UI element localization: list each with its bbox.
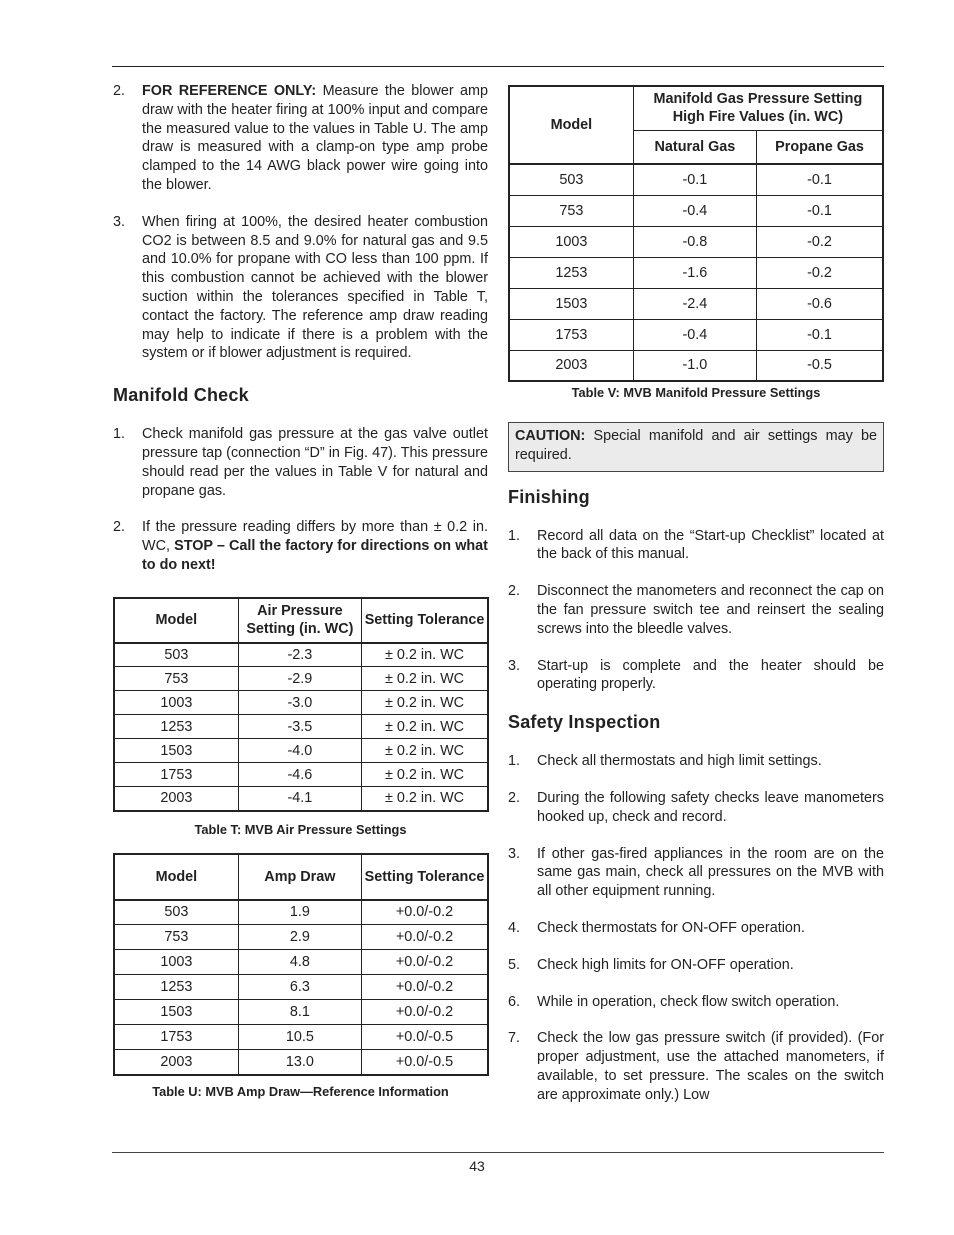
list-item xyxy=(113,518,488,574)
table-cell: -2.3 xyxy=(238,643,361,667)
table-v xyxy=(508,85,884,382)
table-cell: ± 0.2 in. WC xyxy=(362,643,488,667)
table-header-row xyxy=(114,854,488,900)
table-cell: -0.1 xyxy=(757,195,883,226)
list-item xyxy=(508,993,884,1012)
table-header-row xyxy=(114,598,488,643)
table-row xyxy=(114,691,488,715)
table-cell: 753 xyxy=(114,667,238,691)
item-text: If the pressure reading differs by more than ± 0.2 in. WC, xyxy=(142,519,488,555)
table-cell: 8.1 xyxy=(238,1000,361,1025)
table-cell: 1253 xyxy=(114,975,238,1000)
table-cell: -0.1 xyxy=(757,319,883,350)
table-cell: 1753 xyxy=(509,319,633,350)
table-row xyxy=(114,1050,488,1075)
list-item xyxy=(508,845,884,901)
table-row xyxy=(509,319,883,350)
table-row xyxy=(509,164,883,195)
table-row xyxy=(509,195,883,226)
safety-inspection-heading: Safety Inspection xyxy=(508,712,661,733)
table-cell: 2003 xyxy=(114,787,238,811)
column-header: Model xyxy=(114,598,238,643)
list-item xyxy=(508,527,884,565)
table-row xyxy=(509,226,883,257)
column-header: Setting Tolerance xyxy=(362,598,488,643)
item-text: Record all data on the “Start-up Checklist” located at the back of this manual. xyxy=(537,527,884,563)
list-item xyxy=(508,1029,884,1104)
item-text: Check the low gas pressure switch (if provided). (For proper adjustment, use the attached manometers, if available, to set pressure. The scales on the switch are approximate only.) Low xyxy=(537,1030,884,1103)
table-cell: 1753 xyxy=(114,763,238,787)
item-number: 3. xyxy=(508,845,521,862)
top-rule xyxy=(112,66,884,67)
table-cell: 1753 xyxy=(114,1025,238,1050)
table-cell: 753 xyxy=(114,925,238,950)
list-item xyxy=(508,657,884,695)
table-cell: 10.5 xyxy=(238,1025,361,1050)
manifold-check-heading: Manifold Check xyxy=(113,385,249,406)
table-t xyxy=(113,597,489,812)
caution-text: Special manifold and air settings may be required. xyxy=(515,428,877,463)
table-cell: -1.0 xyxy=(633,350,756,381)
table-cell: 1.9 xyxy=(238,900,361,925)
item-text: Start-up is complete and the heater should be operating properly. xyxy=(537,657,884,693)
table-cell: -0.6 xyxy=(757,288,883,319)
table-cell: ± 0.2 in. WC xyxy=(362,715,488,739)
table-row xyxy=(114,975,488,1000)
table-cell: -2.9 xyxy=(238,667,361,691)
column-header: Model xyxy=(509,86,633,164)
column-header: Model xyxy=(114,854,238,900)
table-cell: 2003 xyxy=(114,1050,238,1075)
column-header: Setting Tolerance xyxy=(362,854,489,900)
table-cell: 1003 xyxy=(114,950,238,975)
table-cell: -3.0 xyxy=(238,691,361,715)
list-item xyxy=(508,919,884,938)
table-cell: -2.4 xyxy=(633,288,756,319)
page-number: 43 xyxy=(469,1158,485,1174)
table-cell: ± 0.2 in. WC xyxy=(362,691,488,715)
item-text: During the following safety checks leave manometers hooked up, check and record. xyxy=(537,789,884,825)
table-row xyxy=(509,257,883,288)
table-cell: -0.1 xyxy=(757,164,883,195)
table-row xyxy=(509,350,883,381)
table-u xyxy=(113,853,489,1076)
table-t-caption: Table T: MVB Air Pressure Settings xyxy=(194,821,407,837)
column-header: Air Pressure Setting (in. WC) xyxy=(238,598,361,643)
item-number: 2. xyxy=(508,583,521,600)
table-cell: 1253 xyxy=(509,257,633,288)
column-header: Amp Draw xyxy=(238,854,361,900)
group-header: Manifold Gas Pressure Setting High Fire Values (in. WC) xyxy=(633,86,883,130)
bottom-rule xyxy=(112,1152,884,1153)
caution-label: CAUTION: xyxy=(515,428,586,444)
table-cell: 2003 xyxy=(509,350,633,381)
table-cell: +0.0/-0.2 xyxy=(362,1000,489,1025)
right-column xyxy=(508,85,884,1105)
item-text: Check thermostats for ON-OFF operation. xyxy=(537,919,805,936)
caution-box xyxy=(508,422,884,472)
list-item xyxy=(508,582,884,638)
table-cell: -4.1 xyxy=(238,787,361,811)
finishing-heading: Finishing xyxy=(508,486,590,507)
list-item xyxy=(508,752,884,771)
table-cell: 1503 xyxy=(114,1000,238,1025)
table-row xyxy=(114,950,488,975)
table-cell: +0.0/-0.5 xyxy=(362,1050,489,1075)
column-header: Natural Gas xyxy=(633,130,756,164)
table-cell: ± 0.2 in. WC xyxy=(362,667,488,691)
item-number: 6. xyxy=(508,993,521,1010)
item-number: 1. xyxy=(508,753,521,770)
table-cell: +0.0/-0.2 xyxy=(362,950,489,975)
table-cell: ± 0.2 in. WC xyxy=(362,763,488,787)
item-text: Check all thermostats and high limit settings. xyxy=(537,753,822,770)
table-cell: -1.6 xyxy=(633,257,756,288)
list-item xyxy=(508,956,884,975)
table-cell: -0.5 xyxy=(757,350,883,381)
table-cell: -0.2 xyxy=(757,257,883,288)
table-cell: -0.4 xyxy=(633,195,756,226)
table-cell: -0.8 xyxy=(633,226,756,257)
table-u-caption: Table U: MVB Amp Draw—Reference Information xyxy=(152,1083,449,1099)
item-emphasis: STOP – Call the factory for directions on what to do next! xyxy=(142,538,488,573)
table-cell: 753 xyxy=(509,195,633,226)
item-number: 2. xyxy=(113,83,126,99)
table-row xyxy=(114,900,488,925)
table-cell: 1003 xyxy=(114,691,238,715)
item-emphasis: FOR REFERENCE ONLY: xyxy=(142,83,317,99)
table-cell: 1003 xyxy=(509,226,633,257)
table-cell: -0.2 xyxy=(757,226,883,257)
item-number: 3. xyxy=(113,213,126,230)
table-cell: -4.6 xyxy=(238,763,361,787)
item-text: While in operation, check flow switch operation. xyxy=(537,993,840,1010)
table-cell: 1503 xyxy=(114,739,238,763)
table-row xyxy=(114,667,488,691)
table-cell: ± 0.2 in. WC xyxy=(362,787,488,811)
list-item xyxy=(508,789,884,827)
table-row xyxy=(114,739,488,763)
table-cell: +0.0/-0.2 xyxy=(362,900,489,925)
table-cell: -0.4 xyxy=(633,319,756,350)
list-item xyxy=(113,82,488,195)
item-number: 3. xyxy=(508,657,521,674)
item-text: Check high limits for ON-OFF operation. xyxy=(537,956,794,973)
table-cell: -0.1 xyxy=(633,164,756,195)
table-cell: 503 xyxy=(114,643,238,667)
table-cell: -3.5 xyxy=(238,715,361,739)
table-cell: 503 xyxy=(509,164,633,195)
item-text: If other gas-fired appliances in the room are on the same gas main, check all pressures on the MVB with all other equipment running. xyxy=(537,845,884,900)
table-cell: 4.8 xyxy=(238,950,361,975)
table-cell: 6.3 xyxy=(238,975,361,1000)
table-cell: +0.0/-0.2 xyxy=(362,925,489,950)
item-number: 7. xyxy=(508,1030,521,1047)
table-cell: +0.0/-0.2 xyxy=(362,975,489,1000)
item-text: Measure the blower amp draw with the heater firing at 100% input and compare the measured value to the values in Table U. The amp draw is measured with a clamp-on type amp probe clamped to the 14 AWG black power wire going into the blower. xyxy=(142,83,488,193)
table-cell: 13.0 xyxy=(238,1050,361,1075)
item-number: 5. xyxy=(508,956,521,973)
item-number: 1. xyxy=(508,527,521,544)
list-item xyxy=(113,425,488,500)
item-text: Check manifold gas pressure at the gas valve outlet pressure tap (connection “D” in Fig. 47). This pressure should read per the values in Table V for natural and propane gas. xyxy=(142,426,488,499)
table-cell: 1503 xyxy=(509,288,633,319)
list-item xyxy=(113,213,488,363)
item-number: 4. xyxy=(508,919,521,936)
item-text: When firing at 100%, the desired heater combustion CO2 is between 8.5 and 9.0% for natural gas and 9.5 and 10.0% for propane with CO less than 100 ppm. If this combustion cannot be achieved with the blower suction within the tolerances specified in Table T, contact the factory. The reference amp draw reading may help to indicate if there is a problem with the system or if blower adjustment is required. xyxy=(142,213,488,362)
table-row xyxy=(114,643,488,667)
table-row xyxy=(114,1025,488,1050)
table-row xyxy=(114,787,488,811)
table-cell: ± 0.2 in. WC xyxy=(362,739,488,763)
column-header: Propane Gas xyxy=(757,130,883,164)
left-column xyxy=(113,82,488,1099)
table-cell: 503 xyxy=(114,900,238,925)
table-row xyxy=(114,763,488,787)
table-row xyxy=(509,288,883,319)
table-cell: 1253 xyxy=(114,715,238,739)
item-number: 1. xyxy=(113,426,126,443)
item-number: 2. xyxy=(113,519,126,536)
item-text: Disconnect the manometers and reconnect the cap on the fan pressure switch tee and reinsert the sealing screws into the bleedle valves. xyxy=(537,583,884,637)
table-row xyxy=(114,925,488,950)
table-cell: 2.9 xyxy=(238,925,361,950)
table-v-caption: Table V: MVB Manifold Pressure Settings xyxy=(571,385,821,400)
table-cell: +0.0/-0.5 xyxy=(362,1025,489,1050)
table-header-row xyxy=(509,86,883,130)
table-row xyxy=(114,1000,488,1025)
table-cell: -4.0 xyxy=(238,739,361,763)
table-row xyxy=(114,715,488,739)
item-number: 2. xyxy=(508,789,521,806)
